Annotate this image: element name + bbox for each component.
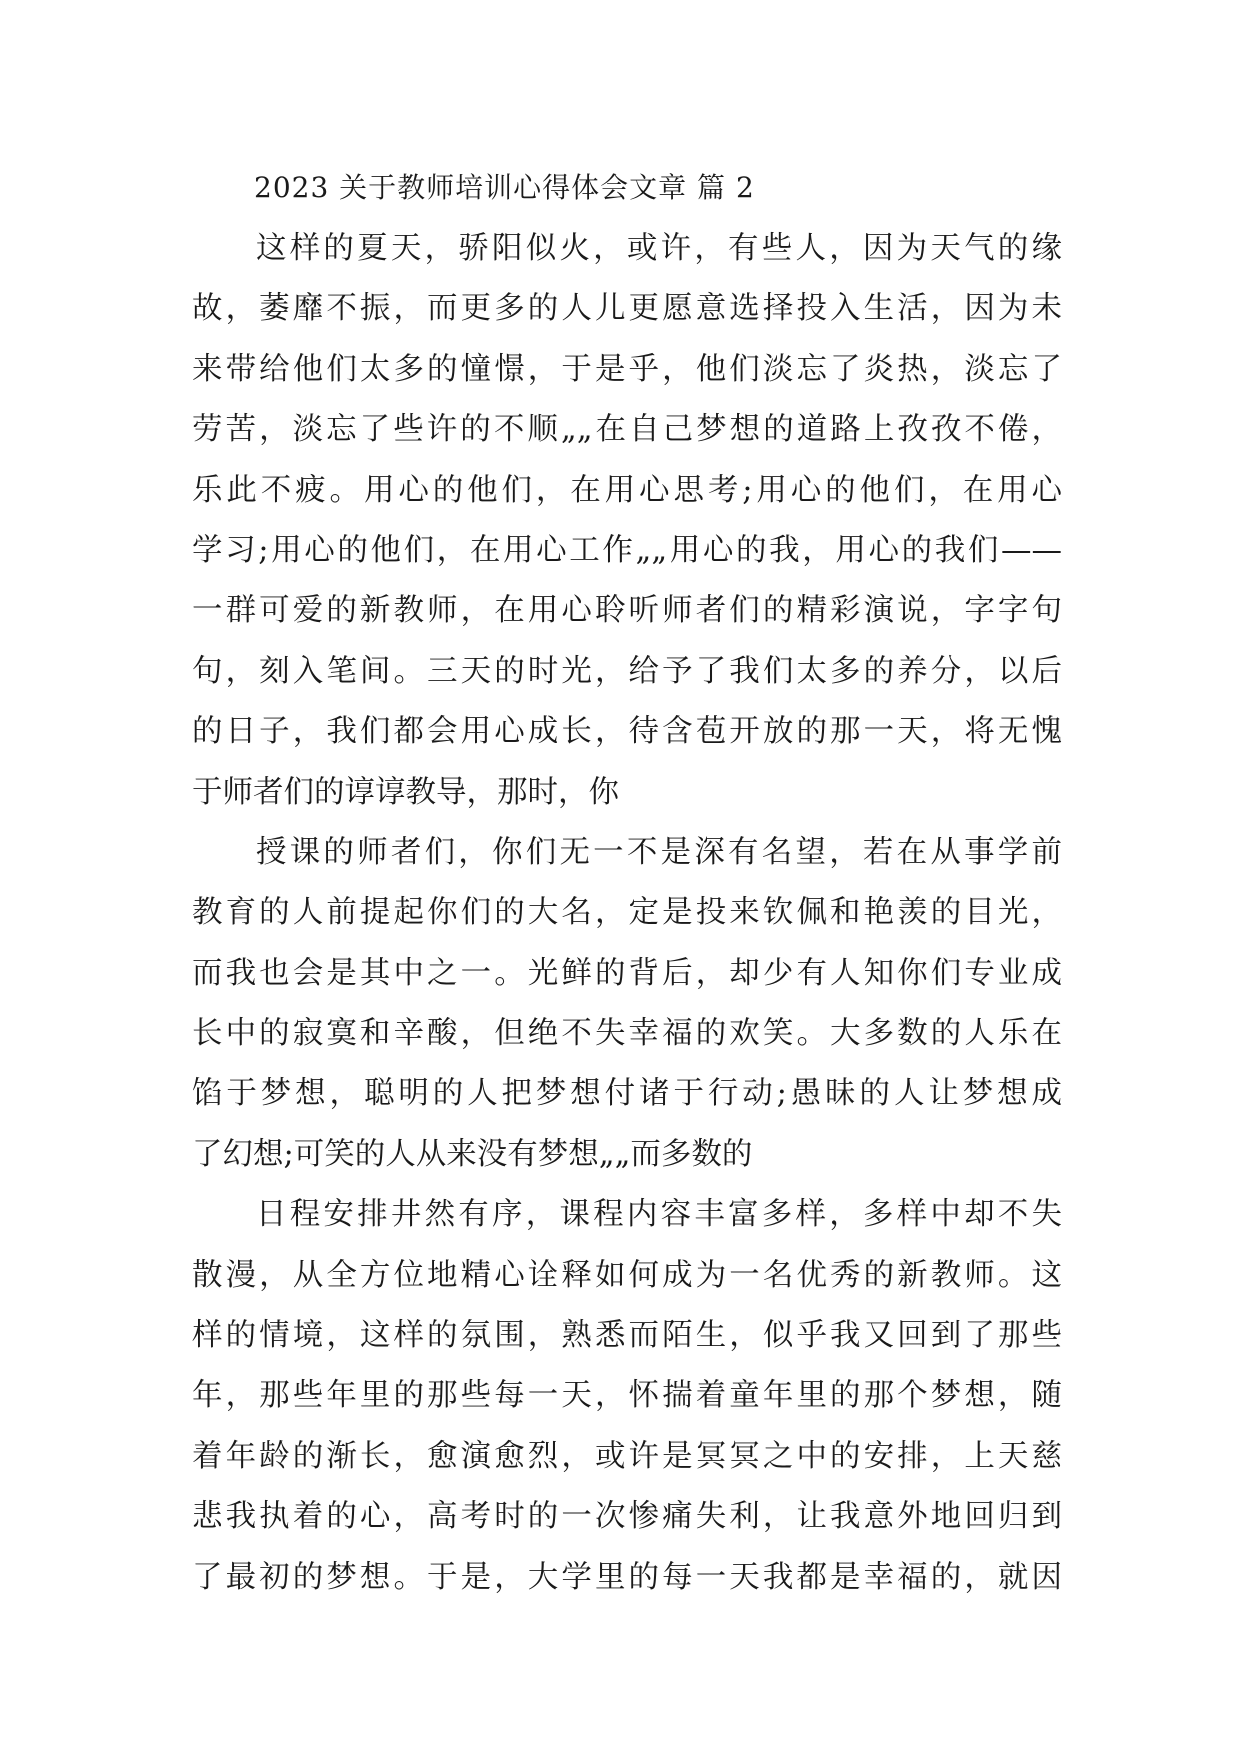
text-line: 教育的人前提起你们的大名，定是投来钦佩和艳羡的目光， — [192, 895, 1062, 931]
paragraph-3 — [192, 1185, 1062, 1608]
text-line: 长中的寂寞和辛酸，但绝不失幸福的欢笑。大多数的人乐在 — [192, 1016, 1062, 1052]
text-line: 劳苦，淡忘了些许的不顺„„在自己梦想的道路上孜孜不倦， — [192, 412, 1062, 448]
text-line: 馅于梦想，聪明的人把梦想付诸于行动;愚昧的人让梦想成 — [192, 1076, 1062, 1112]
document-title: 2023 关于教师培训心得体会文章 篇 2 — [254, 171, 755, 204]
text-line: 日程安排井然有序，课程内容丰富多样，多样中却不失 — [256, 1197, 1062, 1233]
text-line: 一群可爱的新教师，在用心聆听师者们的精彩演说，字字句 — [192, 593, 1062, 629]
text-line: 着年龄的渐长，愈演愈烈，或许是冥冥之中的安排，上天慈 — [192, 1438, 1062, 1474]
text-line: 了幻想;可笑的人从来没有梦想„„而多数的 — [192, 1136, 753, 1172]
text-line: 样的情境，这样的氛围，熟悉而陌生，似乎我又回到了那些 — [192, 1318, 1062, 1354]
text-line: 句，刻入笔间。三天的时光，给予了我们太多的养分，以后 — [192, 653, 1062, 689]
text-line: 年，那些年里的那些每一天，怀揣着童年里的那个梦想，随 — [192, 1378, 1062, 1414]
text-line: 授课的师者们，你们无一不是深有名望，若在从事学前 — [256, 834, 1062, 870]
text-line: 了最初的梦想。于是，大学里的每一天我都是幸福的，就因 — [192, 1559, 1062, 1595]
paragraph-1 — [192, 219, 1062, 823]
text-line: 乐此不疲。用心的他们，在用心思考;用心的他们，在用心 — [192, 472, 1062, 508]
text-line: 散漫，从全方位地精心诠释如何成为一名优秀的新教师。这 — [192, 1257, 1062, 1293]
paragraph-2 — [192, 823, 1062, 1185]
text-line: 而我也会是其中之一。光鲜的背后，却少有人知你们专业成 — [192, 955, 1062, 991]
text-line: 悲我执着的心，高考时的一次惨痛失利，让我意外地回归到 — [192, 1499, 1062, 1535]
document-body — [192, 219, 1062, 1608]
text-line: 的日子，我们都会用心成长，待含苞开放的那一天，将无愧 — [192, 714, 1062, 750]
text-line: 故，萎靡不振，而更多的人儿更愿意选择投入生活，因为未 — [192, 291, 1062, 327]
text-line: 于师者们的谆谆教导，那时，你 — [192, 774, 619, 810]
text-line: 学习;用心的他们，在用心工作„„用心的我，用心的我们—— — [192, 532, 1062, 568]
text-line: 这样的夏天，骄阳似火，或许，有些人，因为天气的缘 — [256, 231, 1062, 266]
text-line: 来带给他们太多的憧憬，于是乎，他们淡忘了炎热，淡忘了 — [192, 351, 1062, 387]
